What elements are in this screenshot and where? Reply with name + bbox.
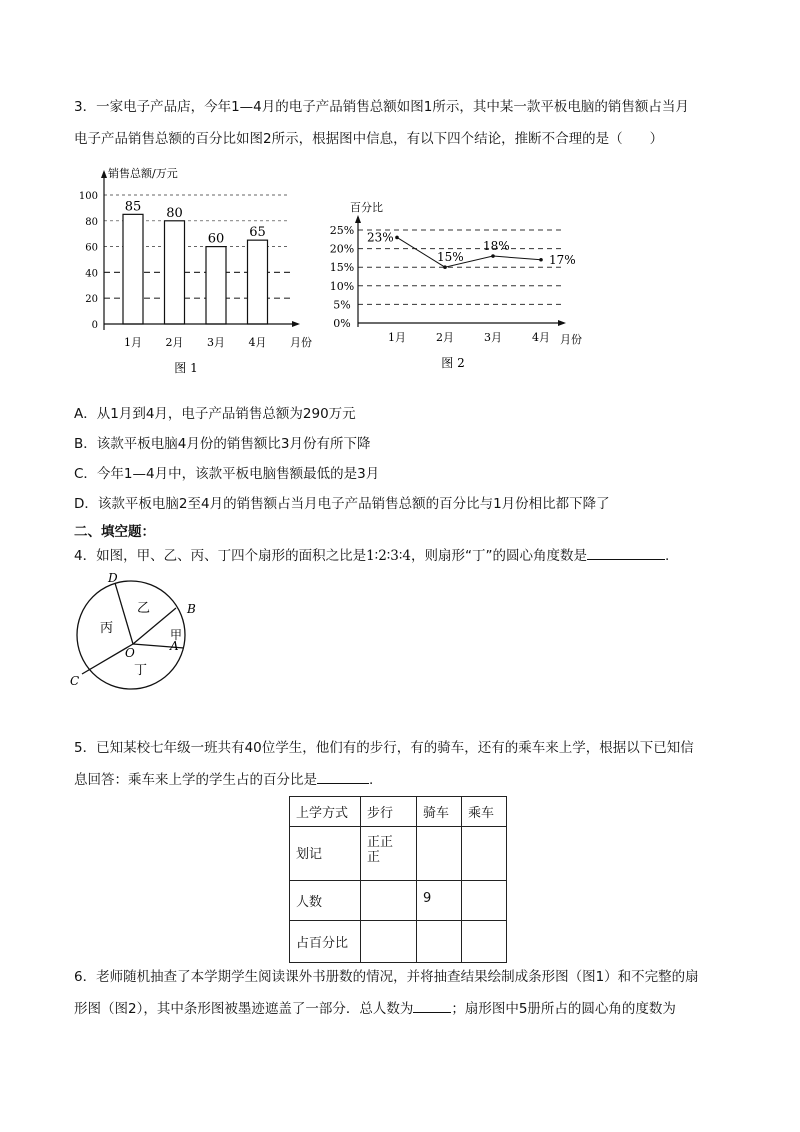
y-tick-label: 20 [85, 294, 98, 306]
table-header-cell: 步行 [361, 797, 417, 827]
q5-text-before: 息回答：乘车来上学的学生占的百分比是 [74, 772, 317, 788]
table-cell-tally: 正正 正 [361, 827, 417, 881]
q4-text [74, 545, 669, 566]
x-tick-label: 2月 [436, 331, 454, 344]
y-axis-label: 百分比 [350, 201, 383, 214]
q4-ratio: 1∶2∶3∶4 [366, 548, 411, 564]
tally-table [289, 796, 507, 963]
data-label: 60 [207, 231, 225, 247]
y-tick-label: 15% [329, 261, 355, 275]
point-label-d: D [108, 571, 118, 585]
sector-label-jia: 甲 [170, 628, 183, 642]
table-cell: 划记 [290, 827, 361, 881]
q4-answer-blank [587, 545, 665, 560]
q3-text-line2: 电子产品销售总额的百分比如图2所示，根据图中信息，有以下四个结论，推断不合理的是（ ） [74, 131, 664, 147]
table-cell [361, 921, 417, 963]
y-tick-label: 0 [91, 320, 98, 331]
data-label: 17% [549, 252, 576, 267]
point-label-a: A [170, 639, 179, 653]
x-tick-label: 2月 [165, 336, 184, 349]
table-row [290, 881, 507, 921]
bar [206, 247, 226, 324]
y-tick-label: 80 [85, 216, 98, 228]
q5-answer-blank [317, 769, 369, 784]
table-cell: 占百分比 [290, 921, 361, 963]
q3-option-b: B．该款平板电脑4月份的销售额比3月份有所下降 [74, 436, 371, 452]
y-tick-label: 100 [78, 191, 98, 202]
y-tick-label: 40 [85, 268, 98, 280]
q3-option-a: A．从1月到4月，电子产品销售总额为290万元 [74, 406, 356, 422]
section-title: 二、填空题： [74, 524, 155, 540]
y-tick-label: 25% [329, 224, 355, 237]
figure-caption: 图 2 [441, 356, 465, 370]
bar [248, 240, 268, 324]
y-tick-label: 10% [329, 279, 355, 293]
x-axis-label: 月份 [560, 333, 582, 346]
table-cell [462, 827, 507, 881]
q5-text-line1: 5．已知某校七年级一班共有40位学生，他们有的步行，有的骑车，还有的乘车来上学，根据以下已知信 [74, 740, 694, 756]
sector-label-yi: 乙 [137, 601, 151, 616]
point-label-c: C [70, 674, 80, 688]
sector-label-bing: 丙 [100, 621, 114, 636]
point-label-b: B [187, 602, 196, 616]
data-label: 65 [249, 225, 266, 241]
q3-text-line1: 3．一家电子产品店，今年1—4月的电子产品销售总额如图1所示，其中某一款平板电脑的销售额占当月 [74, 99, 689, 115]
table-header-cell: 上学方式 [290, 797, 361, 827]
q6-text-line1: 6．老师随机抽查了本学期学生阅读课外书册数的情况，并将抽查结果绘制成条形图（图1）和不完整的扇 [74, 969, 699, 985]
table-cell: 9 [417, 881, 462, 921]
x-tick-label: 1月 [124, 336, 142, 349]
y-tick-label: 60 [85, 242, 98, 254]
q4-text-after: ，则扇形“丁”的圆心角度数是 [411, 548, 587, 564]
line-chart-fig2 [318, 195, 600, 375]
table-cell [417, 827, 462, 881]
y-axis-arrow [355, 215, 361, 223]
table-cell: 人数 [290, 881, 361, 921]
x-tick-label: 3月 [484, 331, 502, 344]
q4-text-before: 4．如图，甲、乙、丙、丁四个扇形的面积之比是 [74, 548, 367, 564]
data-point [491, 254, 495, 258]
table-cell [417, 921, 462, 963]
bar [165, 221, 185, 324]
table-cell [462, 921, 507, 963]
data-label: 85 [124, 199, 142, 215]
x-tick-label: 4月 [248, 336, 267, 349]
bar-chart-fig1 [74, 160, 324, 385]
x-tick-label: 3月 [207, 336, 225, 349]
series-line [397, 237, 541, 267]
x-axis-arrow [292, 321, 300, 327]
x-tick-label: 1月 [388, 331, 406, 344]
y-axis-arrow [101, 170, 107, 178]
data-point [539, 258, 543, 262]
x-axis-label: 月份 [290, 336, 312, 349]
data-label: 18% [483, 239, 510, 254]
table-cell [361, 881, 417, 921]
y-tick-label: 20% [329, 242, 355, 256]
table-header-cell: 骑车 [417, 797, 462, 827]
q6-text-before: 形图（图2），其中条形图被墨迹遮盖了一部分．总人数为 [74, 1001, 414, 1017]
data-label: 23% [367, 230, 394, 245]
figure-caption: 图 1 [174, 361, 198, 375]
bar [123, 214, 143, 324]
x-tick-label: 4月 [532, 331, 550, 344]
table-cell [462, 881, 507, 921]
q6-answer-blank [413, 998, 451, 1013]
q3-option-d: D．该款平板电脑2至4月的销售额占当月电子产品销售总额的百分比与1月份相比都下降了 [74, 496, 610, 512]
q6-text-after: ；扇形图中5册所占的圆心角的度数为 [451, 1001, 676, 1017]
point-label-o: O [125, 646, 135, 660]
data-point [395, 236, 399, 240]
y-axis-label: 销售总额/万元 [108, 167, 178, 180]
q3-option-c: C．今年1—4月中，该款平板电脑售额最低的是3月 [74, 466, 380, 482]
y-tick-label: 5% [333, 298, 351, 312]
sector-circle-figure [66, 568, 196, 698]
x-axis-arrow [558, 320, 566, 326]
q4-end: . [665, 548, 670, 564]
table-header-cell: 乘车 [462, 797, 507, 827]
data-label: 15% [437, 250, 464, 265]
y-tick-label: 0% [333, 317, 351, 330]
data-point [443, 265, 447, 269]
table-row [290, 797, 507, 827]
table-row [290, 921, 507, 963]
data-label: 80 [166, 205, 183, 221]
q5-text-line2 [74, 769, 373, 790]
q5-end: . [369, 772, 374, 788]
q6-text-line2 [74, 998, 676, 1019]
sector-label-ding: 丁 [134, 663, 148, 678]
radius-od [115, 583, 133, 644]
table-row [290, 827, 507, 881]
